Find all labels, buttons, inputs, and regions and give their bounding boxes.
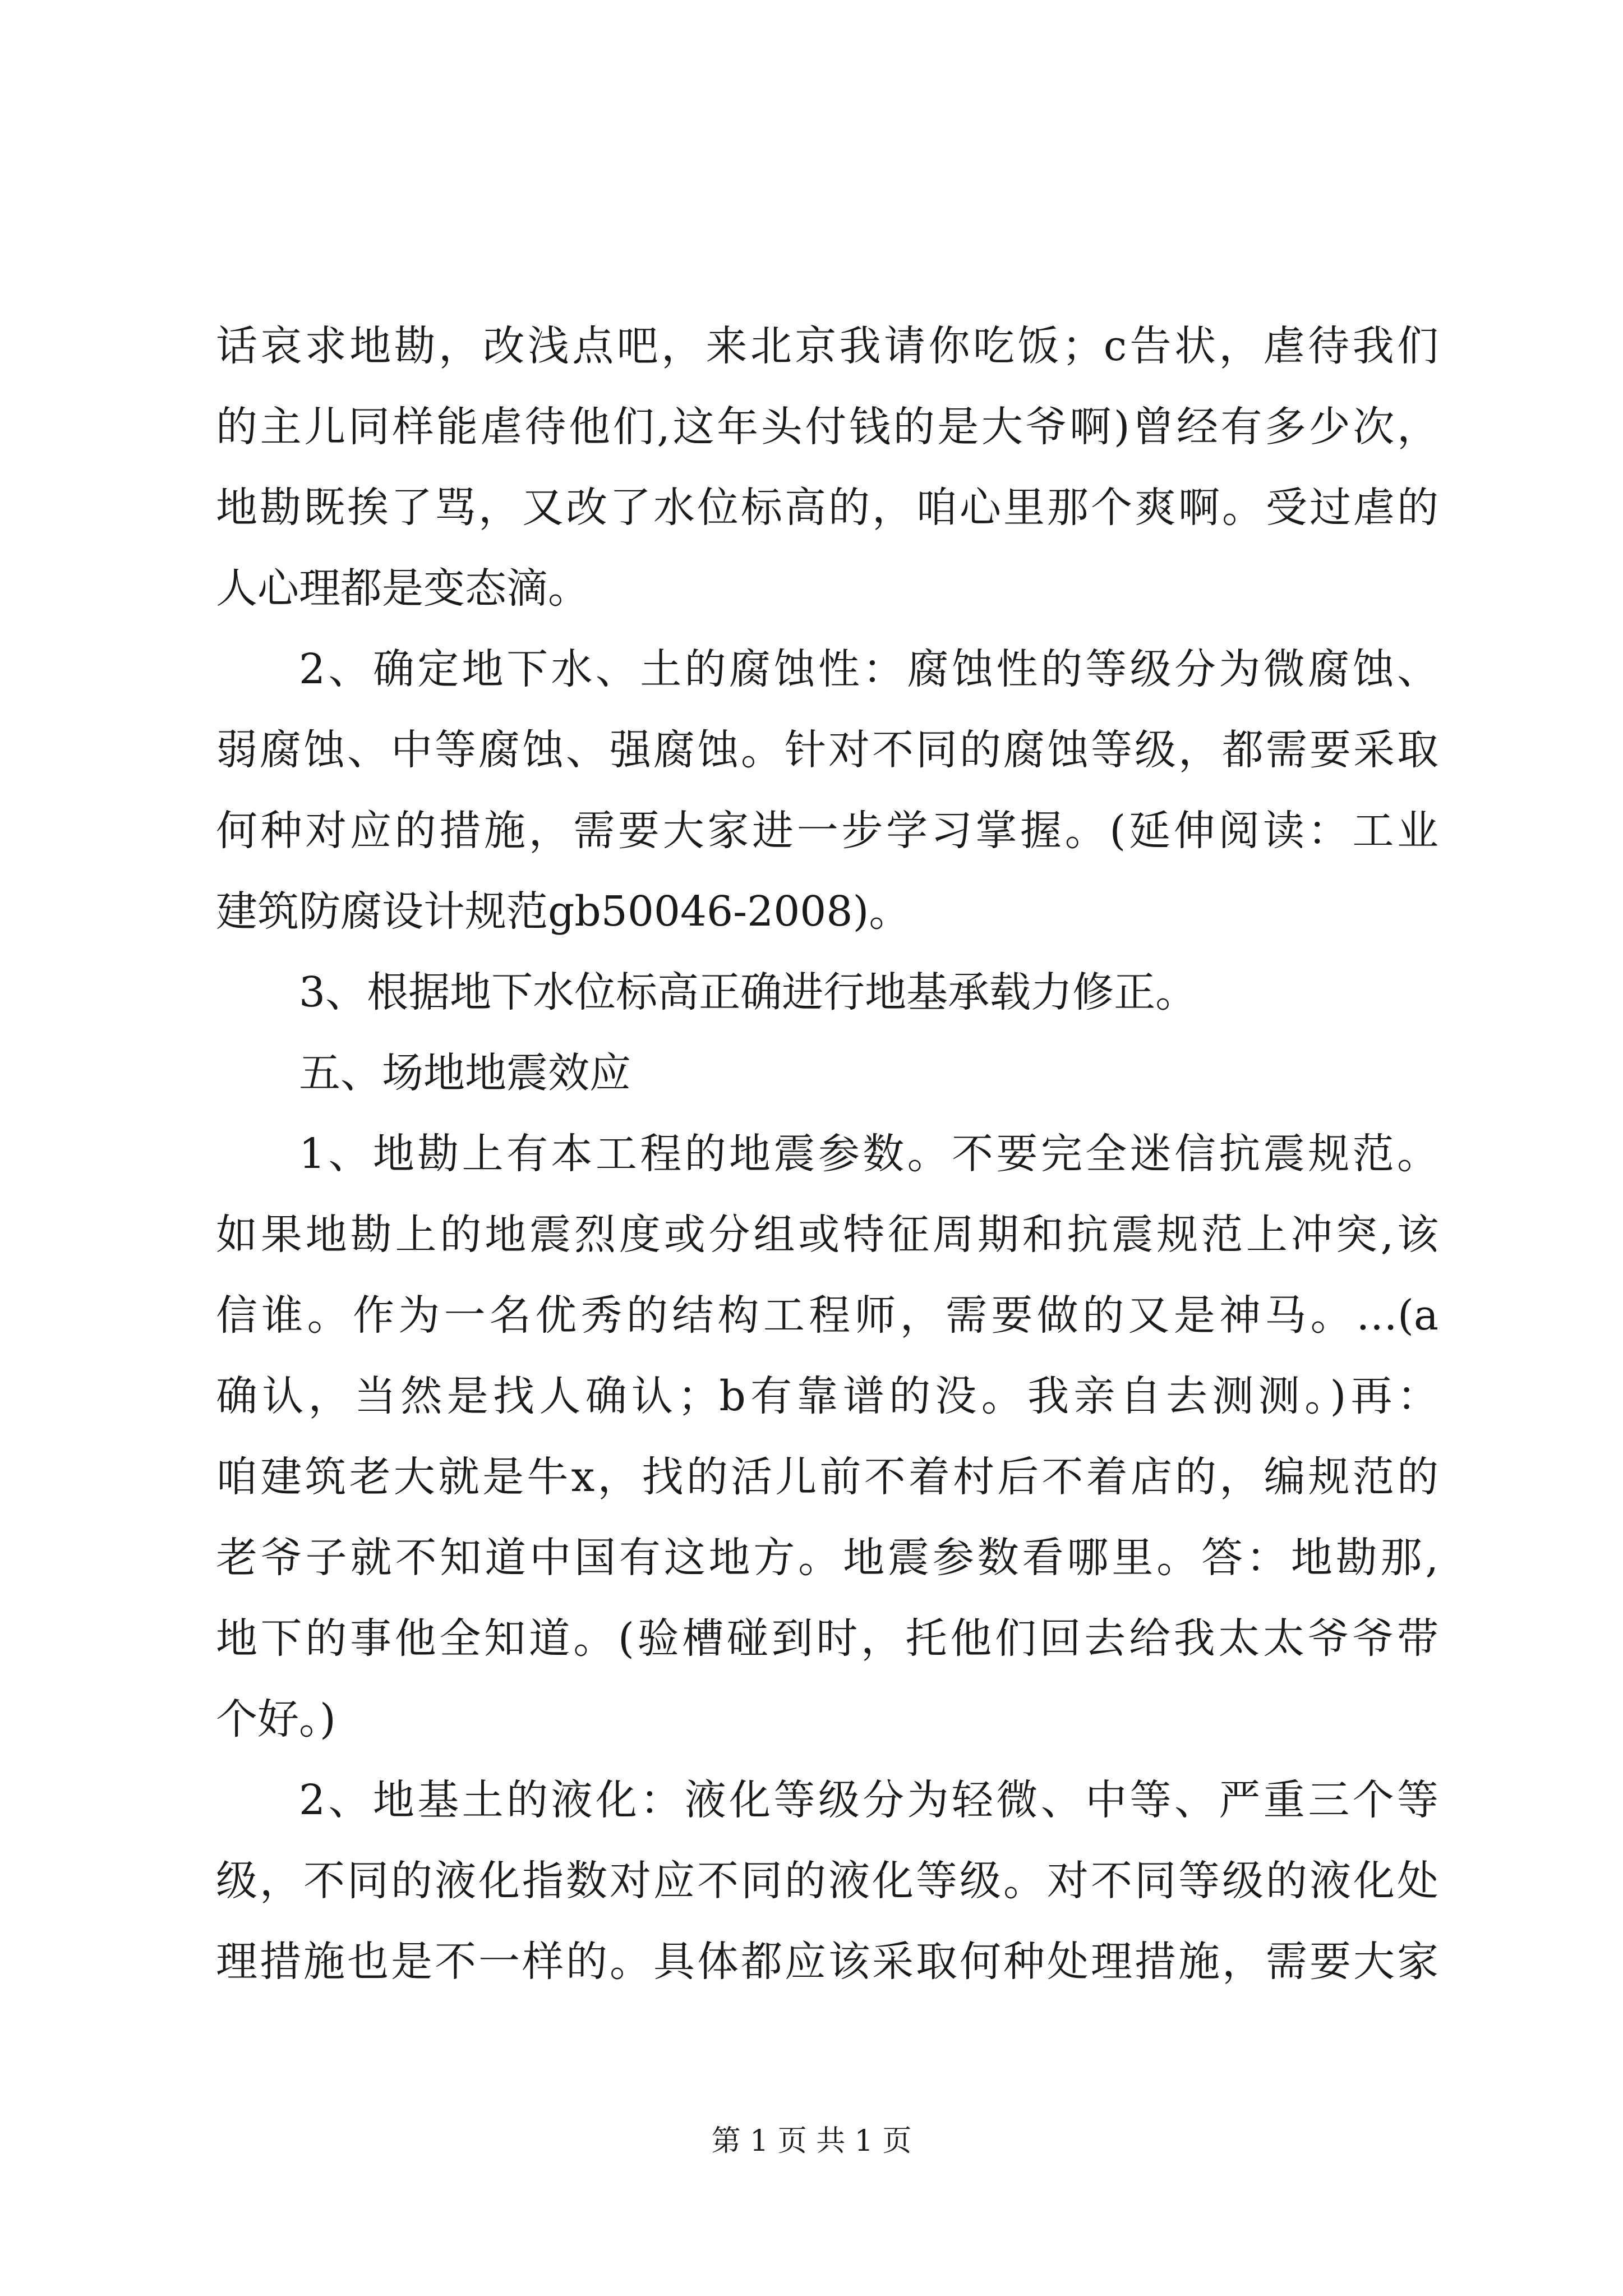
text-line: 3、根据地下水位标高正确进行地基承载力修正。: [299, 968, 1197, 1016]
text-line: 话哀求地勘，改浅点吧，来北京我请你吃饭；c告状，虐待我们: [216, 322, 1438, 370]
text-line: 个好。): [216, 1695, 336, 1743]
text-line: 理措施也是不一样的。具体都应该采取何种处理措施，需要大家: [216, 1938, 1438, 1986]
text-line: 的主儿同样能虐待他们,这年头付钱的是大爷啊)曾经有多少次，: [216, 403, 1438, 451]
text-line: 如果地勘上的地震烈度或分组或特征周期和抗震规范上冲突,该: [216, 1211, 1438, 1259]
text-line: 地勘既挨了骂，又改了水位标高的，咱心里那个爽啊。受过虐的: [216, 484, 1438, 532]
page-footer: 第 1 页 共 1 页: [711, 2124, 912, 2158]
text-line: 2、确定地下水、土的腐蚀性：腐蚀性的等级分为微腐蚀、: [299, 645, 1438, 693]
text-line: 人心理都是变态滴。: [216, 564, 589, 613]
text-line: 五、场地地震效应: [299, 1049, 631, 1097]
text-line: 咱建筑老大就是牛x，找的活儿前不着村后不着店的，编规范的: [216, 1453, 1438, 1501]
text-line: 老爷子就不知道中国有这地方。地震参数看哪里。答：地勘那,: [216, 1534, 1438, 1582]
text-line: 地下的事他全知道。(验槽碰到时，托他们回去给我太太爷爷带: [216, 1614, 1438, 1663]
text-line: 确认，当然是找人确认；b有靠谱的没。我亲自去测测。)再：: [216, 1372, 1438, 1420]
text-line: 2、地基土的液化：液化等级分为轻微、中等、严重三个等: [299, 1776, 1438, 1824]
text-line: 信谁。作为一名优秀的结构工程师，需要做的又是神马。…(a: [216, 1291, 1438, 1340]
text-line: 级，不同的液化指数对应不同的液化等级。对不同等级的液化处: [216, 1857, 1438, 1905]
text-line: 弱腐蚀、中等腐蚀、强腐蚀。针对不同的腐蚀等级，都需要采取: [216, 726, 1438, 774]
text-line: 何种对应的措施，需要大家进一步学习掌握。(延伸阅读：工业: [216, 807, 1438, 855]
text-line: 1、地勘上有本工程的地震参数。不要完全迷信抗震规范。: [299, 1130, 1438, 1178]
text-line: 建筑防腐设计规范gb50046-2008)。: [216, 887, 911, 936]
document-body: [216, 306, 1438, 2002]
